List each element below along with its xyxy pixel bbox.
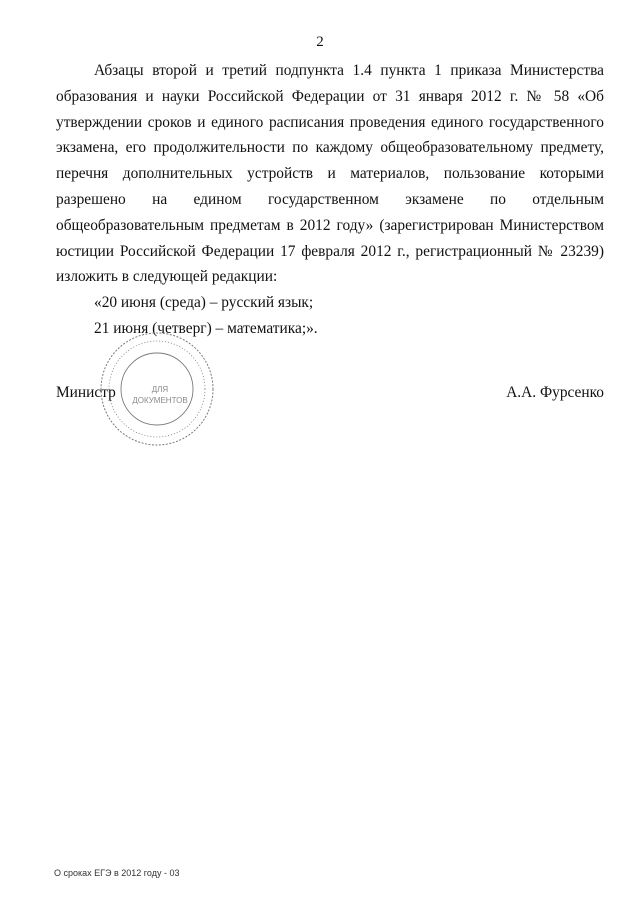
stamp-text-line-2: ДОКУМЕНТОВ (132, 396, 188, 405)
page-number: 2 (316, 34, 324, 50)
signatory-title: Министр (56, 384, 116, 401)
signatory-name: А.А. Фурсенко (506, 384, 604, 401)
schedule-line-math: 21 июня (четверг) – математика;». (94, 319, 318, 337)
main-paragraph: Абзацы второй и третий подпункта 1.4 пункта 1 приказа Министерства образования и науки Российской Федерации от 31 января 2012 г. № 58 «Об утверждении сроков и единого расписания проведения единого государственного экзамена, его продолжительности по каждому общеобразовательному предмету, перечня дополнительных устройств и материалов, пользование которыми разрешено на едином государственном экзамене по отдельным общеобразовательным предметам в 2012 году» (зарегистрирован Министерством юстиции Российской Федерации 17 февраля 2012 г., регистрационный № 23239) изложить в следующей редакции: (56, 62, 604, 286)
footer-document-code: О сроках ЕГЭ в 2012 году - 03 (54, 868, 180, 878)
schedule-line-russian: «20 июня (среда) – русский язык; (94, 294, 314, 312)
stamp-text-line-1: ДЛЯ (151, 385, 169, 394)
document-body (56, 58, 604, 342)
